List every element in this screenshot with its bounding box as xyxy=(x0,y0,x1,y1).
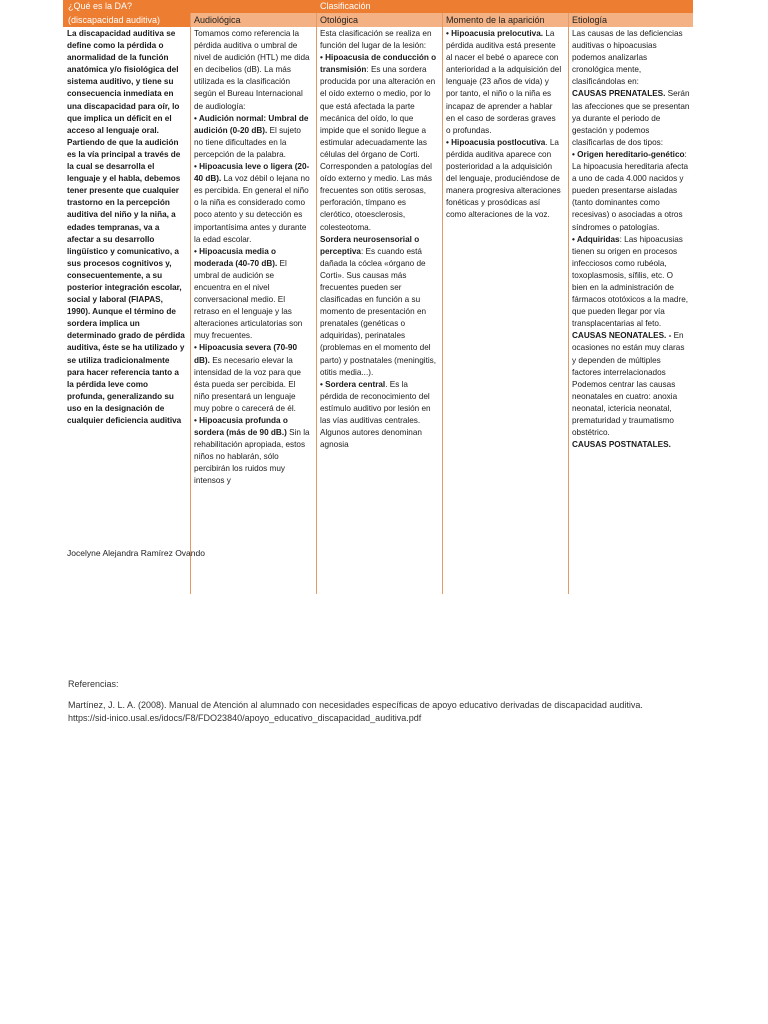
definition-text: La discapacidad auditiva se define como la pérdida o anormalidad de la función anatómica y/o fisiológica del sistema auditivo, y tiene su consecuencia inmediata en una discapacidad para oír, lo que implica un déficit en el acceso al lenguaje oral. Partiendo de que la audición es la vía principal a través de la cual se desarrolla el lenguaje y el habla, debemos tener presente que cualquier trastorno en la percepción auditiva del niño y la niña, a edades tempranas, va a afectar a su desarrollo lingüístico y comunicativo, a sus procesos cognitivos y, consecuentemente, a su posterior integración escolar, social y laboral (FIAPAS, 1990). Aunque el término de sordera implica un determinado grado de pérdida auditiva, éste se ha utilizado y se utiliza tradicionalmente para hacer referencia tanto a la pérdida leve como profunda, generalizando su uso en la designación de cualquier deficiencia auditiva xyxy=(67,29,185,425)
header-classification: Clasificación xyxy=(320,1,371,11)
list-item xyxy=(572,330,690,439)
cell-momento-aparicion xyxy=(446,28,562,328)
item-title: • Sordera central xyxy=(320,379,386,389)
item-text: Sin la rehabilitación apropiada, estos niños no hablarán, sólo percibirán los ruidos muy intensos y xyxy=(194,428,310,486)
list-item xyxy=(194,415,311,488)
item-text: El sujeto no tiene dificultades en la percepción de la palabra. xyxy=(194,125,301,159)
list-item xyxy=(194,161,311,246)
header-audiologica: Audiológica xyxy=(194,15,241,25)
item-text: El umbral de audición se encuentra en el nivel conversacional medio. El retraso en el lenguaje y las alteraciones articulatorias son muy frecuentes. xyxy=(194,258,303,341)
item-title: Sordera neurosensorial o perceptiva xyxy=(320,234,420,256)
header-what-is-da: ¿Qué es la DA? xyxy=(68,1,133,11)
list-item xyxy=(572,234,690,331)
cell-audiologica xyxy=(194,28,311,594)
item-text: : La hipoacusia hereditaria afecta a uno de cada 4.000 nacidos y pueden presentarse aisladas (tanto dominantes como recesivas) o asociadas a otros síndromes o patologías. xyxy=(572,149,689,232)
item-text: : Las hipoacusias tienen su origen en procesos infecciosos como rubéola, toxoplasmosis, sífilis, etc. O bien en la administración de fármacos ototóxicos a la madre, que pueden llegar por vía transplacentarias al feto. xyxy=(572,234,689,329)
item-title: CAUSAS NEONATALES. - xyxy=(572,331,672,341)
item-title: CAUSAS PRENATALES. xyxy=(572,89,666,99)
item-title: • Hipoacusia de conducción o transmisión xyxy=(320,53,437,75)
item-text: Es necesario elevar la intensidad de la voz para que ésta pueda ser percibida. El niño presentará un lenguaje muy pobre o carecerá de él. xyxy=(194,355,301,413)
item-title: • Hipoacusia leve o ligera (20-40 dB). xyxy=(194,162,310,184)
cell-etiologia xyxy=(572,28,690,594)
item-title: • Adquiridas xyxy=(572,234,620,244)
header-etiologia: Etiología xyxy=(572,15,608,25)
column-divider xyxy=(568,13,569,594)
otologica-intro: Esta clasificación se realiza en función del lugar de la lesión: xyxy=(320,29,432,51)
item-title: • Hipoacusia severa (70-90 dB). xyxy=(194,343,297,365)
classification-table xyxy=(63,0,693,594)
item-text: Serán las afecciones que se presentan ya durante el periodo de gestación y podemos clasificarlas de dos tipos: xyxy=(572,89,690,147)
column-divider xyxy=(316,13,317,594)
author-name: Jocelyne Alejandra Ramírez Ovando xyxy=(67,548,205,558)
table-header-row-1 xyxy=(63,0,693,13)
item-text: : Es cuando está dañada la cóclea «órgano de Corti». Sus causas más frecuentes pueden ser clasificadas en función a su momento de presentación en prenatales (genéticas o adquiridas), perinatales (problemas en el momento del parto) y postnatales (meningitis, otitis media...). xyxy=(320,246,437,377)
table-header-row-2 xyxy=(63,13,693,27)
item-text: La pérdida auditiva está presente al nacer el bebé o aparece con anterioridad a la adquisición del lenguaje (23 años de vida) y por tanto, el niño o la niña es incapaz de aprender a hablar en el caso de sorderas graves o profundas. xyxy=(446,29,562,135)
list-item xyxy=(194,342,311,415)
reference-url[interactable]: https://sid-inico.usal.es/idocs/F8/FDO23840/apoyo_educativo_discapacidad_auditiva.pdf xyxy=(68,713,422,723)
item-text: : Es una sordera producida por una alteración en el oído externo o medio, por lo que está afectada la parte mecánica del oído, lo que impide que el sonido llegue a estimular adecuadamente las células del órgano de Corti. Corresponden a patologías del oído externo y medio. Las más frecuentes son otitis serosas, perforación, tímpano es cleróticо, otoesclerosis, colesteotoma. xyxy=(320,65,436,232)
list-item xyxy=(572,439,690,451)
column-divider xyxy=(190,13,191,594)
header-discapacidad-auditiva: (discapacidad auditiva) xyxy=(63,13,190,27)
item-text: En ocasiones no están muy claras y dependen de múltiples factores interrelacionados Podemos centrar las causas neonatales en cuatro: anoxia neonatal, ictericia neonatal, prematuridad y traumatismo obstétrico. xyxy=(572,331,685,438)
etiologia-intro: Las causas de las deficiencias auditivas o hipoacusias podemos analizarlas cronológica mente, clasificándolas en: xyxy=(572,29,683,87)
header-momento-aparicion: Momento de la aparición xyxy=(446,15,545,25)
column-divider xyxy=(442,13,443,594)
list-item xyxy=(320,52,437,233)
item-title: • Hipoacusia prelocutiva. xyxy=(446,29,544,38)
list-item xyxy=(320,379,437,452)
item-text: . Es la pérdida de reconocimiento del estímulo auditivo por lesión en las vías auditivas centrales. Algunos autores denominan agnosia xyxy=(320,379,431,450)
item-title: • Hipoacusia profunda o sordera (más de 90 dB.) xyxy=(194,416,288,438)
item-text: . La pérdida auditiva aparece con posterioridad a la adquisición del lenguaje, produciéndose de manera progresiva alteraciones fonéticas y prosódicas así como alteraciones de la voz. xyxy=(446,137,561,220)
references-label: Referencias: xyxy=(68,679,119,689)
reference-entry xyxy=(68,699,728,725)
list-item xyxy=(194,246,311,343)
list-item xyxy=(446,28,562,137)
list-item xyxy=(320,234,437,379)
item-title: • Audición normal: Umbral de audición (0-20 dB). xyxy=(194,113,309,135)
reference-citation: Martínez, J. L. A. (2008). Manual de Atención al alumnado con necesidades específicas de apoyo educativo derivadas de discapacidad auditiva. xyxy=(68,700,643,710)
audiologica-intro: Tomamos como referencia la pérdida auditiva o umbral de nivel de audición (HTL) me dida en decibelios (dB). La más utilizada es la clasificación según el Bureau Internacional de audiología: xyxy=(194,29,310,111)
header-otologica: Otológica xyxy=(320,15,359,25)
list-item xyxy=(572,149,690,234)
item-text: La voz débil o lejana no es percibida. En general el niño o la niña es considerado como poco atento y su detección es importantísima antes y durante la edad escolar. xyxy=(194,174,310,244)
item-title: • Hipoacusia media o moderada (40-70 dB). xyxy=(194,246,278,268)
item-title: • Hipoacusia postlocutiva xyxy=(446,137,546,147)
cell-definition xyxy=(67,28,185,558)
references-section xyxy=(68,678,728,733)
list-item xyxy=(572,88,690,148)
list-item xyxy=(194,113,311,161)
list-item xyxy=(446,137,562,222)
cell-otologica xyxy=(320,28,437,594)
item-title: • Origen hereditario-genético xyxy=(572,149,685,159)
item-title: CAUSAS POSTNATALES. xyxy=(572,440,671,450)
